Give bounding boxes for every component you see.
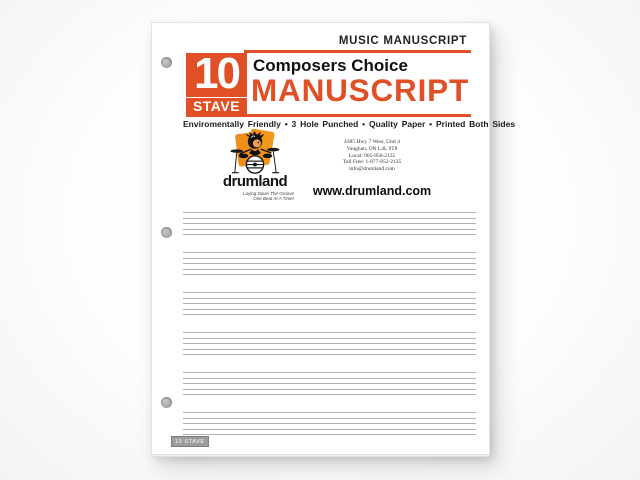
stave-line: [183, 252, 476, 253]
stave-line: [183, 298, 476, 299]
stave-line: [183, 303, 476, 304]
stave-line: [183, 229, 476, 230]
address-line-email: info@drumland.com: [349, 166, 395, 173]
stave-line: [183, 338, 476, 339]
website-url: www.drumland.com: [312, 184, 432, 198]
stave-line: [183, 292, 476, 293]
address-line-tollfree-phone: Toll Free: 1-877-852-2135: [342, 159, 402, 166]
punch-hole-top: [161, 57, 172, 68]
contact-address-block: [292, 139, 452, 173]
stave: [183, 332, 476, 355]
stave-line: [183, 354, 476, 355]
header-rule-top: [244, 50, 471, 53]
stave-line: [183, 389, 476, 390]
stave: [183, 252, 476, 275]
stave-count-number: 10: [194, 49, 239, 98]
stave: [183, 372, 476, 395]
brand-wordmark: drumland: [222, 173, 288, 190]
stave-line: [183, 394, 476, 395]
stave-line: [183, 223, 476, 224]
stave-line: [183, 258, 476, 259]
stave-line: [183, 434, 476, 435]
stave-line: [183, 383, 476, 384]
stave-line: [183, 332, 476, 333]
brand-tagline: [216, 191, 294, 201]
stave-line: [183, 349, 476, 350]
brand-tagline-line1: Laying Down The Groove: [242, 191, 294, 196]
feature-list: Enviromentally Friendly • 3 Hole Punched • Quality Paper • Printed Both Sides: [183, 119, 516, 129]
stave-area: [183, 212, 476, 452]
stave: [183, 412, 476, 435]
address-line-street: 4385 Hwy 7 West, Unit 4: [344, 139, 400, 145]
stave-line: [183, 378, 476, 379]
address-line-city: Vaughan, ON L4L 9T8: [346, 145, 398, 152]
stave: [183, 292, 476, 315]
manuscript-pad-sheet: [151, 22, 516, 455]
drumland-drummer-logo-icon: [224, 129, 286, 177]
stave-line: [183, 429, 476, 430]
punch-hole-bottom: [161, 397, 172, 408]
stave-count-word: STAVE: [186, 97, 247, 114]
stave-line: [183, 234, 476, 235]
stave-line: [183, 372, 476, 373]
stave-line: [183, 218, 476, 219]
stave-line: [183, 309, 476, 310]
brand-tagline-line2: One Beat At A Time!: [253, 196, 294, 201]
stave: [183, 212, 476, 235]
header-rule-bottom: [186, 114, 471, 117]
product-title: MANUSCRIPT: [251, 72, 469, 108]
stave-line: [183, 314, 476, 315]
stave-line: [183, 269, 476, 270]
product-subtitle: Composers Choice: [253, 56, 408, 75]
stave-line: [183, 343, 476, 344]
stave-line: [183, 412, 476, 413]
stave-line: [183, 418, 476, 419]
punch-hole-middle: [161, 227, 172, 238]
stave-line: [183, 212, 476, 213]
stave-count-badge: [186, 49, 247, 114]
footer-stave-label: 10 STAVE: [171, 436, 209, 447]
address-line-local-phone: Local: 905-856-2135: [348, 152, 396, 159]
series-label: MUSIC MANUSCRIPT: [338, 35, 467, 47]
stave-line: [183, 263, 476, 264]
stave-line: [183, 274, 476, 275]
stave-line: [183, 423, 476, 424]
